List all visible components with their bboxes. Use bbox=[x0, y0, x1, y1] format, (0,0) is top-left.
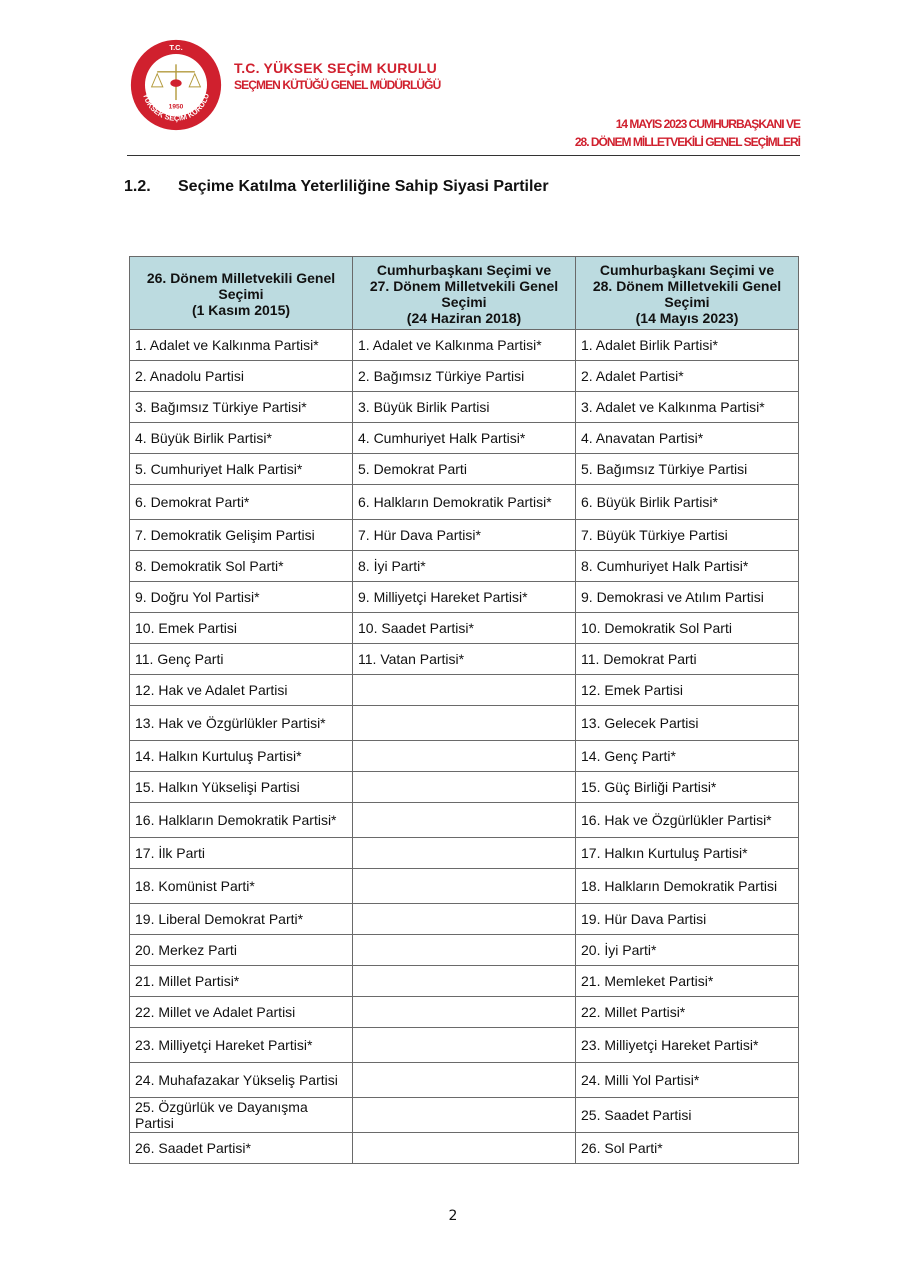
table-header-row bbox=[130, 257, 799, 330]
party-cell: 1. Adalet ve Kalkınma Partisi* bbox=[353, 330, 576, 361]
party-cell bbox=[353, 741, 576, 772]
party-cell: 24. Muhafazakar Yükseliş Partisi bbox=[130, 1063, 353, 1098]
table-row bbox=[130, 1098, 799, 1133]
table-row bbox=[130, 935, 799, 966]
table-row bbox=[130, 330, 799, 361]
party-cell: 2. Adalet Partisi* bbox=[576, 361, 799, 392]
party-cell: 25. Özgürlük ve Dayanışma Partisi bbox=[130, 1098, 353, 1133]
party-cell: 4. Cumhuriyet Halk Partisi* bbox=[353, 423, 576, 454]
table-row bbox=[130, 423, 799, 454]
org-line-1: T.C. YÜKSEK SEÇİM KURULU bbox=[234, 60, 437, 76]
table-row bbox=[130, 706, 799, 741]
party-cell: 1. Adalet Birlik Partisi* bbox=[576, 330, 799, 361]
party-cell bbox=[353, 1133, 576, 1164]
column-header-1 bbox=[130, 257, 353, 330]
party-cell: 26. Saadet Partisi* bbox=[130, 1133, 353, 1164]
party-cell: 2. Bağımsız Türkiye Partisi bbox=[353, 361, 576, 392]
party-cell: 23. Milliyetçi Hareket Partisi* bbox=[576, 1028, 799, 1063]
section-heading bbox=[124, 178, 549, 196]
party-cell: 8. İyi Parti* bbox=[353, 551, 576, 582]
party-cell: 6. Büyük Birlik Partisi* bbox=[576, 485, 799, 520]
party-cell: 5. Demokrat Parti bbox=[353, 454, 576, 485]
party-cell bbox=[353, 997, 576, 1028]
party-cell: 9. Demokrasi ve Atılım Partisi bbox=[576, 582, 799, 613]
org-line-2: SEÇMEN KÜTÜĞÜ GENEL MÜDÜRLÜĞÜ bbox=[234, 78, 441, 92]
party-cell: 21. Millet Partisi* bbox=[130, 966, 353, 997]
section-title: Seçime Katılma Yeterliliğine Sahip Siyasi Partiler bbox=[178, 178, 549, 195]
table-body bbox=[130, 330, 799, 1164]
column-header-line: Seçimi bbox=[441, 294, 487, 310]
table-row bbox=[130, 997, 799, 1028]
table-row bbox=[130, 869, 799, 904]
party-cell: 9. Doğru Yol Partisi* bbox=[130, 582, 353, 613]
table-row bbox=[130, 904, 799, 935]
party-cell bbox=[353, 838, 576, 869]
party-cell: 19. Liberal Demokrat Parti* bbox=[130, 904, 353, 935]
table-row bbox=[130, 582, 799, 613]
party-cell: 17. İlk Parti bbox=[130, 838, 353, 869]
party-cell: 12. Emek Partisi bbox=[576, 675, 799, 706]
election-line-2: 28. DÖNEM MİLLETVEKİLİ GENEL SEÇİMLERİ bbox=[574, 135, 800, 149]
column-header-line: (14 Mayıs 2023) bbox=[635, 310, 739, 326]
table-row bbox=[130, 485, 799, 520]
party-cell: 7. Demokratik Gelişim Partisi bbox=[130, 520, 353, 551]
party-cell: 17. Halkın Kurtuluş Partisi* bbox=[576, 838, 799, 869]
party-cell: 8. Demokratik Sol Parti* bbox=[130, 551, 353, 582]
party-cell: 20. Merkez Parti bbox=[130, 935, 353, 966]
party-cell: 10. Saadet Partisi* bbox=[353, 613, 576, 644]
party-cell: 3. Adalet ve Kalkınma Partisi* bbox=[576, 392, 799, 423]
party-cell: 7. Hür Dava Partisi* bbox=[353, 520, 576, 551]
party-cell bbox=[353, 706, 576, 741]
party-cell: 2. Anadolu Partisi bbox=[130, 361, 353, 392]
election-line-1: 14 MAYIS 2023 CUMHURBAŞKANI VE bbox=[615, 117, 800, 131]
party-cell: 3. Bağımsız Türkiye Partisi* bbox=[130, 392, 353, 423]
party-cell bbox=[353, 675, 576, 706]
table-row bbox=[130, 520, 799, 551]
column-header-line: Cumhurbaşkanı Seçimi ve bbox=[599, 262, 775, 278]
column-header-2 bbox=[353, 257, 576, 330]
party-cell: 21. Memleket Partisi* bbox=[576, 966, 799, 997]
party-cell: 7. Büyük Türkiye Partisi bbox=[576, 520, 799, 551]
party-cell bbox=[353, 772, 576, 803]
ysk-seal-icon bbox=[129, 38, 223, 132]
party-cell bbox=[353, 803, 576, 838]
party-cell: 11. Genç Parti bbox=[130, 644, 353, 675]
party-cell: 26. Sol Parti* bbox=[576, 1133, 799, 1164]
party-cell: 11. Demokrat Parti bbox=[576, 644, 799, 675]
table-row bbox=[130, 644, 799, 675]
party-cell: 1. Adalet ve Kalkınma Partisi* bbox=[130, 330, 353, 361]
party-cell: 10. Demokratik Sol Parti bbox=[576, 613, 799, 644]
table-row bbox=[130, 838, 799, 869]
party-cell bbox=[353, 904, 576, 935]
table-row bbox=[130, 741, 799, 772]
table-row bbox=[130, 1028, 799, 1063]
table-row bbox=[130, 454, 799, 485]
table-row bbox=[130, 966, 799, 997]
party-cell: 4. Büyük Birlik Partisi* bbox=[130, 423, 353, 454]
party-cell: 5. Cumhuriyet Halk Partisi* bbox=[130, 454, 353, 485]
table-row bbox=[130, 551, 799, 582]
column-header-line: 27. Dönem Milletvekili Genel bbox=[369, 278, 559, 294]
column-header-line: (1 Kasım 2015) bbox=[191, 302, 291, 318]
party-cell: 12. Hak ve Adalet Partisi bbox=[130, 675, 353, 706]
party-cell: 20. İyi Parti* bbox=[576, 935, 799, 966]
party-cell: 5. Bağımsız Türkiye Partisi bbox=[576, 454, 799, 485]
party-cell: 8. Cumhuriyet Halk Partisi* bbox=[576, 551, 799, 582]
party-cell: 23. Milliyetçi Hareket Partisi* bbox=[130, 1028, 353, 1063]
party-cell: 15. Halkın Yükselişi Partisi bbox=[130, 772, 353, 803]
party-cell: 18. Komünist Parti* bbox=[130, 869, 353, 904]
party-cell: 4. Anavatan Partisi* bbox=[576, 423, 799, 454]
section-number: 1.2. bbox=[124, 178, 151, 195]
header-divider bbox=[127, 155, 800, 156]
column-header-line: Cumhurbaşkanı Seçimi ve bbox=[376, 262, 552, 278]
party-cell: 25. Saadet Partisi bbox=[576, 1098, 799, 1133]
party-cell: 11. Vatan Partisi* bbox=[353, 644, 576, 675]
table-row bbox=[130, 1133, 799, 1164]
table-row bbox=[130, 675, 799, 706]
party-cell: 6. Demokrat Parti* bbox=[130, 485, 353, 520]
table-row bbox=[130, 613, 799, 644]
party-cell bbox=[353, 935, 576, 966]
party-cell: 3. Büyük Birlik Partisi bbox=[353, 392, 576, 423]
table-row bbox=[130, 803, 799, 838]
column-header-line: (24 Haziran 2018) bbox=[406, 310, 522, 326]
seal-top-text: T.C. bbox=[169, 43, 183, 53]
seal-year: 1950 bbox=[168, 103, 184, 111]
organization-name bbox=[234, 60, 440, 92]
column-header-3 bbox=[576, 257, 799, 330]
page-number: 2 bbox=[448, 1208, 458, 1224]
party-cell: 10. Emek Partisi bbox=[130, 613, 353, 644]
table-row bbox=[130, 361, 799, 392]
party-cell: 15. Güç Birliği Partisi* bbox=[576, 772, 799, 803]
party-cell bbox=[353, 1028, 576, 1063]
party-cell: 6. Halkların Demokratik Partisi* bbox=[353, 485, 576, 520]
party-cell: 16. Hak ve Özgürlükler Partisi* bbox=[576, 803, 799, 838]
party-cell bbox=[353, 1063, 576, 1098]
party-cell: 9. Milliyetçi Hareket Partisi* bbox=[353, 582, 576, 613]
column-header-line: 28. Dönem Milletvekili Genel bbox=[592, 278, 782, 294]
party-cell: 22. Millet ve Adalet Partisi bbox=[130, 997, 353, 1028]
table-row bbox=[130, 392, 799, 423]
parties-table bbox=[129, 256, 799, 1164]
seal-ring-text: YÜKSEK SEÇİM KURULU bbox=[140, 92, 212, 123]
party-cell: 19. Hür Dava Partisi bbox=[576, 904, 799, 935]
party-cell bbox=[353, 869, 576, 904]
party-cell: 22. Millet Partisi* bbox=[576, 997, 799, 1028]
party-cell: 18. Halkların Demokratik Partisi bbox=[576, 869, 799, 904]
party-cell: 24. Milli Yol Partisi* bbox=[576, 1063, 799, 1098]
party-cell: 14. Halkın Kurtuluş Partisi* bbox=[130, 741, 353, 772]
election-title bbox=[575, 115, 800, 151]
column-header-line: Seçimi bbox=[664, 294, 710, 310]
table-row bbox=[130, 772, 799, 803]
party-cell: 13. Gelecek Partisi bbox=[576, 706, 799, 741]
column-header-line: 26. Dönem Milletvekili Genel bbox=[146, 270, 336, 286]
column-header-line: Seçimi bbox=[218, 286, 264, 302]
party-cell: 16. Halkların Demokratik Partisi* bbox=[130, 803, 353, 838]
party-cell: 14. Genç Parti* bbox=[576, 741, 799, 772]
party-cell: 13. Hak ve Özgürlükler Partisi* bbox=[130, 706, 353, 741]
party-cell bbox=[353, 966, 576, 997]
party-cell bbox=[353, 1098, 576, 1133]
table-row bbox=[130, 1063, 799, 1098]
